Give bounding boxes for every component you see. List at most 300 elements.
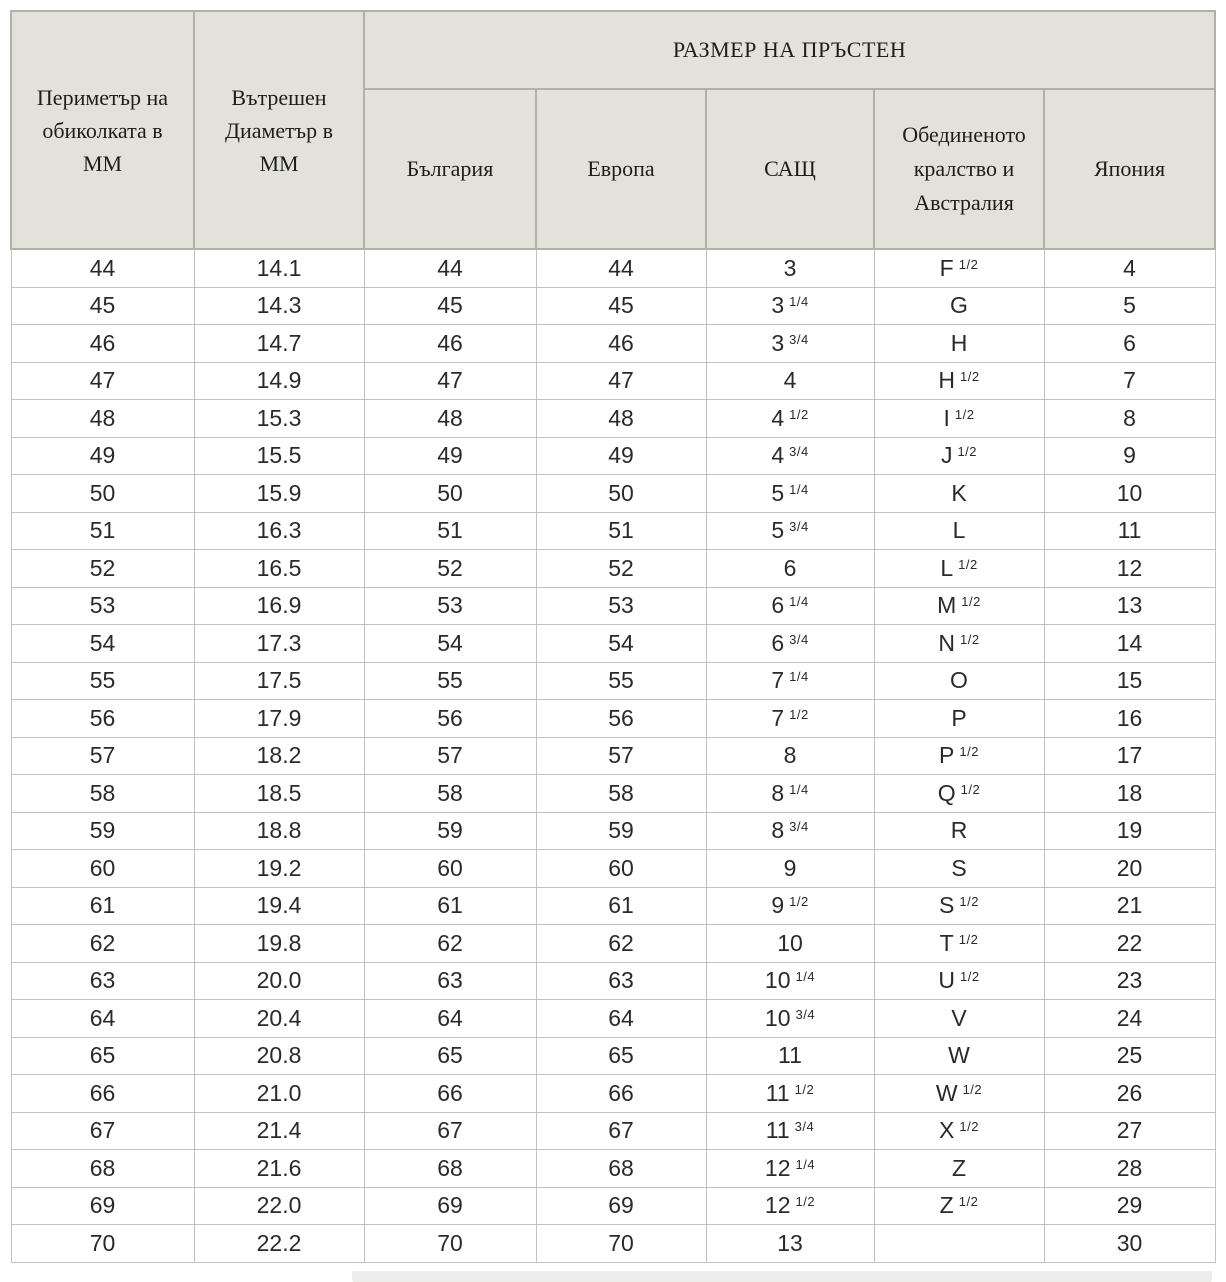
perimeter-cell [11,400,194,438]
us-cell-fraction: 3/4 [789,631,809,647]
us-cell-value: 8 [771,779,785,806]
japan-cell-value: 20 [1116,854,1143,881]
europe-cell [536,287,706,325]
bulgaria-cell-value: 52 [437,554,463,581]
diameter-cell [194,362,364,400]
us-cell-value: 11 [765,1079,790,1106]
us-cell-value: 10 [764,1004,791,1031]
uk-cell [874,1150,1044,1188]
us-cell [706,1150,874,1188]
europe-cell-value: 54 [608,629,634,656]
table-row [11,700,1215,738]
bulgaria-cell [364,400,536,438]
column-header-bulgaria: България [364,89,536,249]
europe-cell-value: 64 [608,1004,634,1031]
europe-cell [536,1075,706,1113]
diameter-cell-value: 17.5 [256,667,302,694]
diameter-cell-value: 20.8 [256,1042,302,1069]
perimeter-cell-value: 59 [89,817,116,844]
diameter-cell [194,1225,364,1263]
perimeter-cell [11,812,194,850]
uk-cell-value: M [937,592,957,619]
us-cell [706,1187,874,1225]
table-row [11,325,1215,363]
japan-cell [1044,1150,1215,1188]
europe-cell [536,662,706,700]
diameter-cell-value: 14.1 [256,254,302,281]
diameter-cell-value: 15.3 [256,404,302,431]
perimeter-cell [11,737,194,775]
perimeter-cell [11,850,194,888]
us-cell-value: 9 [783,854,797,881]
japan-cell [1044,400,1215,438]
table-row [11,1037,1215,1075]
table-row [11,362,1215,400]
uk-cell-value: L [952,517,966,544]
us-cell-value: 8 [771,817,785,844]
uk-cell-value: N [938,629,956,656]
japan-cell [1044,737,1215,775]
us-cell-value: 4 [771,404,785,431]
japan-cell-value: 10 [1116,479,1143,506]
bulgaria-cell [364,625,536,663]
bulgaria-cell-value: 44 [437,254,463,281]
diameter-cell [194,962,364,1000]
uk-cell [874,325,1044,363]
uk-cell-value: I [943,404,950,431]
japan-cell-value: 18 [1116,779,1143,806]
column-header-usa: САЩ [706,89,874,249]
japan-cell [1044,775,1215,813]
table-row [11,512,1215,550]
diameter-cell [194,775,364,813]
bulgaria-cell-value: 48 [437,404,463,431]
bulgaria-cell [364,812,536,850]
diameter-cell [194,625,364,663]
perimeter-cell [11,1037,194,1075]
diameter-cell [194,925,364,963]
perimeter-cell [11,512,194,550]
table-row [11,662,1215,700]
table-row [11,437,1215,475]
uk-cell-value: F [939,254,954,281]
diameter-cell-value: 22.2 [256,1229,302,1256]
us-cell-value: 5 [771,517,785,544]
bulgaria-cell [364,850,536,888]
perimeter-cell [11,662,194,700]
diameter-cell-value: 22.0 [256,1192,302,1219]
table-row [11,962,1215,1000]
japan-cell [1044,1037,1215,1075]
japan-cell-value: 11 [1117,517,1142,544]
column-header-perimeter: Периметър на обиколката в ММ [11,11,194,249]
bulgaria-cell-value: 62 [437,929,463,956]
japan-cell-value: 30 [1116,1229,1143,1256]
europe-cell-value: 51 [608,517,634,544]
us-cell-value: 3 [771,292,785,319]
perimeter-cell [11,962,194,1000]
uk-cell-fraction: 1/2 [958,556,978,572]
uk-cell [874,249,1044,287]
perimeter-cell-value: 69 [89,1192,116,1219]
us-cell [706,587,874,625]
uk-cell [874,1112,1044,1150]
table-row [11,812,1215,850]
japan-cell-value: 29 [1116,1192,1143,1219]
uk-cell [874,850,1044,888]
uk-cell-value: Z [939,1192,954,1219]
perimeter-cell [11,550,194,588]
us-cell [706,662,874,700]
us-cell-value: 11 [778,1042,802,1069]
japan-cell-value: 9 [1123,442,1136,469]
us-cell-value: 12 [764,1154,791,1181]
us-cell [706,625,874,663]
europe-cell-value: 50 [608,479,634,506]
column-header-europe: Европа [536,89,706,249]
diameter-cell [194,662,364,700]
span-header-ring-size: РАЗМЕР НА ПРЪСТЕН [364,11,1215,89]
uk-cell-fraction: 1/2 [962,1081,983,1097]
us-cell-fraction: 1/4 [789,781,809,797]
table-row [11,737,1215,775]
europe-cell-value: 70 [608,1229,634,1256]
uk-cell [874,1225,1044,1263]
uk-cell-value: Q [937,779,956,806]
europe-cell-value: 52 [608,554,634,581]
uk-cell-value: V [951,1004,967,1031]
japan-cell-value: 27 [1116,1117,1143,1144]
uk-cell [874,400,1044,438]
table-row [11,1150,1215,1188]
bulgaria-cell-value: 53 [437,592,463,619]
diameter-cell-value: 14.3 [256,292,302,319]
europe-cell-value: 53 [608,592,634,619]
perimeter-cell-value: 66 [89,1079,116,1106]
perimeter-cell-value: 67 [89,1117,116,1144]
perimeter-cell [11,475,194,513]
bulgaria-cell [364,1225,536,1263]
europe-cell [536,812,706,850]
perimeter-cell-value: 55 [89,667,116,694]
japan-cell [1044,662,1215,700]
bulgaria-cell-value: 60 [437,854,463,881]
uk-cell [874,1075,1044,1113]
perimeter-cell-value: 70 [89,1229,116,1256]
europe-cell-value: 69 [608,1192,634,1219]
japan-cell-value: 6 [1123,329,1136,356]
table-row [11,550,1215,588]
us-cell-fraction: 1/2 [789,406,809,422]
europe-cell-value: 60 [608,854,634,881]
diameter-cell [194,475,364,513]
table-row [11,400,1215,438]
uk-cell-value: O [950,667,968,694]
us-cell-fraction: 3/4 [789,444,809,460]
japan-cell [1044,512,1215,550]
bulgaria-cell [364,287,536,325]
uk-cell [874,1000,1044,1038]
uk-cell [874,887,1044,925]
uk-cell [874,812,1044,850]
diameter-cell [194,287,364,325]
us-cell [706,775,874,813]
diameter-cell [194,1187,364,1225]
us-cell-fraction: 3/4 [795,1006,816,1022]
europe-cell [536,775,706,813]
us-cell-value: 10 [764,967,791,994]
us-cell-fraction: 3/4 [789,331,809,347]
europe-cell-value: 67 [608,1117,634,1144]
diameter-cell-value: 20.0 [256,967,302,994]
perimeter-cell-value: 51 [89,517,116,544]
japan-cell-value: 24 [1116,1004,1143,1031]
bulgaria-cell-value: 51 [437,517,463,544]
japan-cell [1044,287,1215,325]
japan-cell-value: 13 [1116,592,1143,619]
europe-cell [536,737,706,775]
uk-cell-fraction: 1/2 [961,594,981,610]
perimeter-cell-value: 54 [89,629,116,656]
diameter-cell-value: 16.5 [256,554,302,581]
europe-cell [536,400,706,438]
us-cell [706,1037,874,1075]
table-header [11,11,1215,249]
bulgaria-cell-value: 59 [437,817,463,844]
uk-cell [874,437,1044,475]
uk-cell-value: P [939,742,955,769]
us-cell-value: 4 [783,367,797,394]
bulgaria-cell [364,437,536,475]
bulgaria-cell-value: 63 [437,967,463,994]
japan-cell-value: 5 [1123,292,1136,319]
us-cell-value: 11 [765,1117,790,1144]
us-cell-value: 3 [783,254,797,281]
us-cell [706,400,874,438]
bulgaria-cell [364,362,536,400]
europe-cell [536,475,706,513]
us-cell [706,812,874,850]
bulgaria-cell [364,1037,536,1075]
uk-cell-value: H [950,329,968,356]
bulgaria-cell [364,550,536,588]
bulgaria-cell-value: 68 [437,1154,463,1181]
uk-cell-fraction: 1/2 [958,931,979,947]
japan-cell-value: 28 [1116,1154,1143,1181]
us-cell-value: 6 [771,592,785,619]
diameter-cell-value: 18.5 [256,779,302,806]
europe-cell-value: 57 [608,742,634,769]
europe-cell-value: 47 [608,367,634,394]
japan-cell [1044,475,1215,513]
diameter-cell-value: 19.2 [256,854,302,881]
diameter-cell [194,1112,364,1150]
perimeter-cell-value: 48 [89,404,116,431]
uk-cell [874,925,1044,963]
diameter-cell-value: 21.0 [256,1079,302,1106]
bulgaria-cell [364,512,536,550]
us-cell [706,325,874,363]
bulgaria-cell [364,775,536,813]
japan-cell [1044,625,1215,663]
uk-cell-fraction: 1/2 [959,894,979,910]
bulgaria-cell [364,1187,536,1225]
bulgaria-cell [364,700,536,738]
japan-cell [1044,962,1215,1000]
us-cell-fraction: 1/2 [789,706,809,722]
japan-cell-value: 21 [1116,892,1143,919]
perimeter-cell-value: 53 [89,592,116,619]
perimeter-cell-value: 45 [89,292,116,319]
europe-cell-value: 56 [608,704,634,731]
bulgaria-cell [364,249,536,287]
us-cell-value: 10 [777,929,803,956]
diameter-cell [194,1150,364,1188]
japan-cell [1044,1075,1215,1113]
perimeter-cell [11,1112,194,1150]
japan-cell-value: 8 [1123,404,1136,431]
bulgaria-cell-value: 55 [437,667,463,694]
perimeter-cell-value: 49 [89,442,116,469]
bulgaria-cell [364,587,536,625]
japan-cell [1044,1112,1215,1150]
uk-cell [874,700,1044,738]
diameter-cell-value: 20.4 [256,1004,302,1031]
bulgaria-cell-value: 64 [437,1004,463,1031]
uk-cell-value: R [950,817,968,844]
diameter-cell [194,550,364,588]
us-cell [706,1000,874,1038]
perimeter-cell [11,1150,194,1188]
japan-cell [1044,587,1215,625]
diameter-cell [194,737,364,775]
uk-cell-fraction: 1/2 [958,1194,979,1210]
japan-cell-value: 25 [1116,1042,1143,1069]
bulgaria-cell-value: 46 [437,329,463,356]
bulgaria-cell-value: 50 [437,479,463,506]
europe-cell-value: 46 [608,329,634,356]
perimeter-cell-value: 63 [89,967,116,994]
europe-cell-value: 63 [608,967,634,994]
europe-cell-value: 61 [608,892,634,919]
us-cell-value: 8 [783,742,797,769]
uk-cell-value: J [940,442,953,469]
japan-cell [1044,812,1215,850]
us-cell-value: 13 [777,1229,803,1256]
bulgaria-cell [364,1075,536,1113]
diameter-cell-value: 15.5 [256,442,302,469]
perimeter-cell [11,325,194,363]
us-cell-fraction: 1/4 [789,481,809,497]
diameter-cell-value: 21.6 [256,1154,302,1181]
europe-cell [536,850,706,888]
europe-cell [536,625,706,663]
column-header-japan: Япония [1044,89,1215,249]
perimeter-cell [11,775,194,813]
us-cell-fraction: 3/4 [789,819,809,835]
europe-cell-value: 62 [608,929,634,956]
perimeter-cell [11,1000,194,1038]
table-body [11,249,1215,1262]
us-cell-value: 4 [771,442,785,469]
uk-cell [874,1187,1044,1225]
uk-cell [874,737,1044,775]
perimeter-cell-value: 56 [89,704,116,731]
uk-cell-value: W [948,1042,970,1069]
uk-cell [874,662,1044,700]
us-cell-value: 7 [771,667,785,694]
uk-cell-fraction: 1/2 [957,444,978,460]
bulgaria-cell-value: 61 [437,892,463,919]
diameter-cell-value: 19.8 [256,929,302,956]
europe-cell [536,887,706,925]
uk-cell-fraction: 1/2 [958,256,979,272]
perimeter-cell [11,625,194,663]
japan-cell [1044,850,1215,888]
japan-cell [1044,887,1215,925]
bulgaria-cell-value: 47 [437,367,463,394]
uk-cell-value: T [939,929,954,956]
uk-cell [874,512,1044,550]
us-cell [706,1112,874,1150]
diameter-cell-value: 16.3 [256,517,302,544]
japan-cell-value: 19 [1116,817,1143,844]
europe-cell-value: 55 [608,667,634,694]
bottom-edge-strip [352,1271,1212,1282]
bulgaria-cell [364,1112,536,1150]
bulgaria-cell [364,1150,536,1188]
us-cell-fraction: 3/4 [789,519,809,535]
diameter-cell-value: 16.9 [256,592,302,619]
us-cell [706,249,874,287]
uk-cell-fraction: 1/2 [954,406,975,422]
diameter-cell [194,1000,364,1038]
uk-cell [874,625,1044,663]
bulgaria-cell-value: 49 [437,442,463,469]
us-cell-value: 3 [771,329,785,356]
diameter-cell [194,700,364,738]
europe-cell [536,700,706,738]
perimeter-cell [11,1075,194,1113]
us-cell-value: 6 [783,554,797,581]
table-row [11,775,1215,813]
bulgaria-cell [364,662,536,700]
diameter-cell [194,512,364,550]
bulgaria-cell [364,1000,536,1038]
bulgaria-cell-value: 56 [437,704,463,731]
uk-cell-value: K [951,479,967,506]
us-cell-value: 12 [764,1192,791,1219]
table-row [11,925,1215,963]
us-cell-fraction: 1/4 [795,1156,816,1172]
uk-cell [874,550,1044,588]
diameter-cell [194,437,364,475]
ring-size-table [10,10,1216,1263]
table-row [11,850,1215,888]
table-row [11,249,1215,287]
perimeter-cell [11,362,194,400]
perimeter-cell-value: 68 [89,1154,116,1181]
us-cell [706,700,874,738]
bulgaria-cell [364,737,536,775]
perimeter-cell-value: 47 [89,367,116,394]
us-cell [706,512,874,550]
perimeter-cell [11,700,194,738]
europe-cell-value: 44 [608,254,634,281]
europe-cell-value: 58 [608,779,634,806]
europe-cell-value: 65 [608,1042,634,1069]
japan-cell-value: 14 [1116,629,1143,656]
